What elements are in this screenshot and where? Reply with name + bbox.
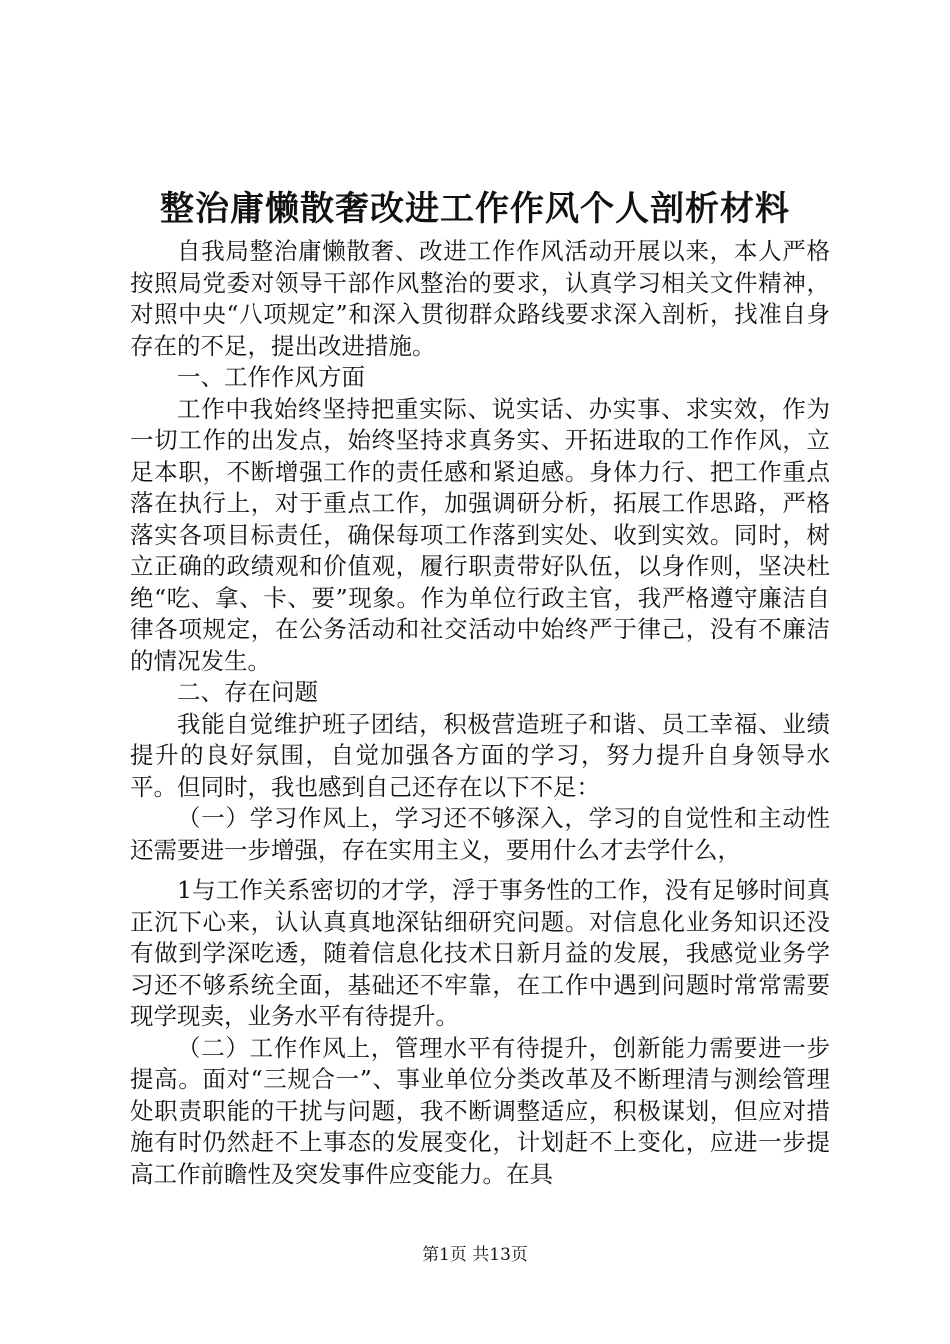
paragraph-intro: 自我局整治庸懒散奢、改进工作作风活动开展以来，本人严格按照局党委对领导干部作风整治的要求，认真学习相关文件精神，对照中央“八项规定”和深入贯彻群众路线要求深入剖析，找准自身存在的不足，提出改进措施。 — [130, 237, 830, 360]
paragraph-management: （二）工作作风上，管理水平有待提升，创新能力需要进一步提高。面对“三规合一”、事业单位分类改革及不断理清与测绘管理处职责职能的干扰与问题，我不断调整适应，积极谋划，但应对措施有时仍然赶不上事态的发展变化，计划赶不上变化，应进一步提高工作前瞻性及突发事件应变能力。在具 — [130, 1033, 830, 1188]
section-heading-1: 一、工作作风方面 — [177, 363, 365, 391]
page-number-footer: 第1页 共13页 — [422, 1245, 528, 1265]
paragraph-study-style: （一）学习作风上，学习还不够深入，学习的自觉性和主动性还需要进一步增强，存在实用主义，要用什么才去学什么， — [130, 804, 830, 864]
paragraph-work-style: 工作中我始终坚持把重实际、说实话、办实事、求实效，作为一切工作的出发点，始终坚持求真务实、开拓进取的工作作风，立足本职，不断增强工作的责任感和紧迫感。身体力行、把工作重点落在执行上，对于重点工作，加强调研分析，拓展工作思路，严格落实各项目标责任，确保每项工作落到实处、收到实效。同时，树立正确的政绩观和价值观，履行职责带好队伍，以身作则，坚决杜绝“吃、拿、卡、要”现象。作为单位行政主官，我严格遵守廉洁自律各项规定，在公务活动和社交活动中始终严于律己，没有不廉洁的情况发生。 — [130, 394, 830, 675]
body-text-bottom — [130, 875, 830, 1190]
document-title: 整治庸懒散奢改进工作作风个人剖析材料 — [160, 189, 790, 229]
paragraph-study-continued: 1与工作关系密切的才学，浮于事务性的工作，没有足够时间真正沉下心来，认认真真地深钻细研究问题。对信息化业务知识还没有做到学深吃透，随着信息化技术日新月益的发展，我感觉业务学习还不够系统全面，基础还不牢靠，在工作中遇到问题时常常需要现学现卖，业务水平有待提升。 — [130, 876, 830, 1030]
section-heading-2: 二、存在问题 — [177, 678, 318, 706]
paragraph-problems: 我能自觉维护班子团结，积极营造班子和谐、员工幸福、业绩提升的良好氛围，自觉加强各方面的学习，努力提升自身领导水平。但同时，我也感到自己还存在以下不足： — [130, 709, 830, 801]
body-text-top — [130, 236, 830, 866]
